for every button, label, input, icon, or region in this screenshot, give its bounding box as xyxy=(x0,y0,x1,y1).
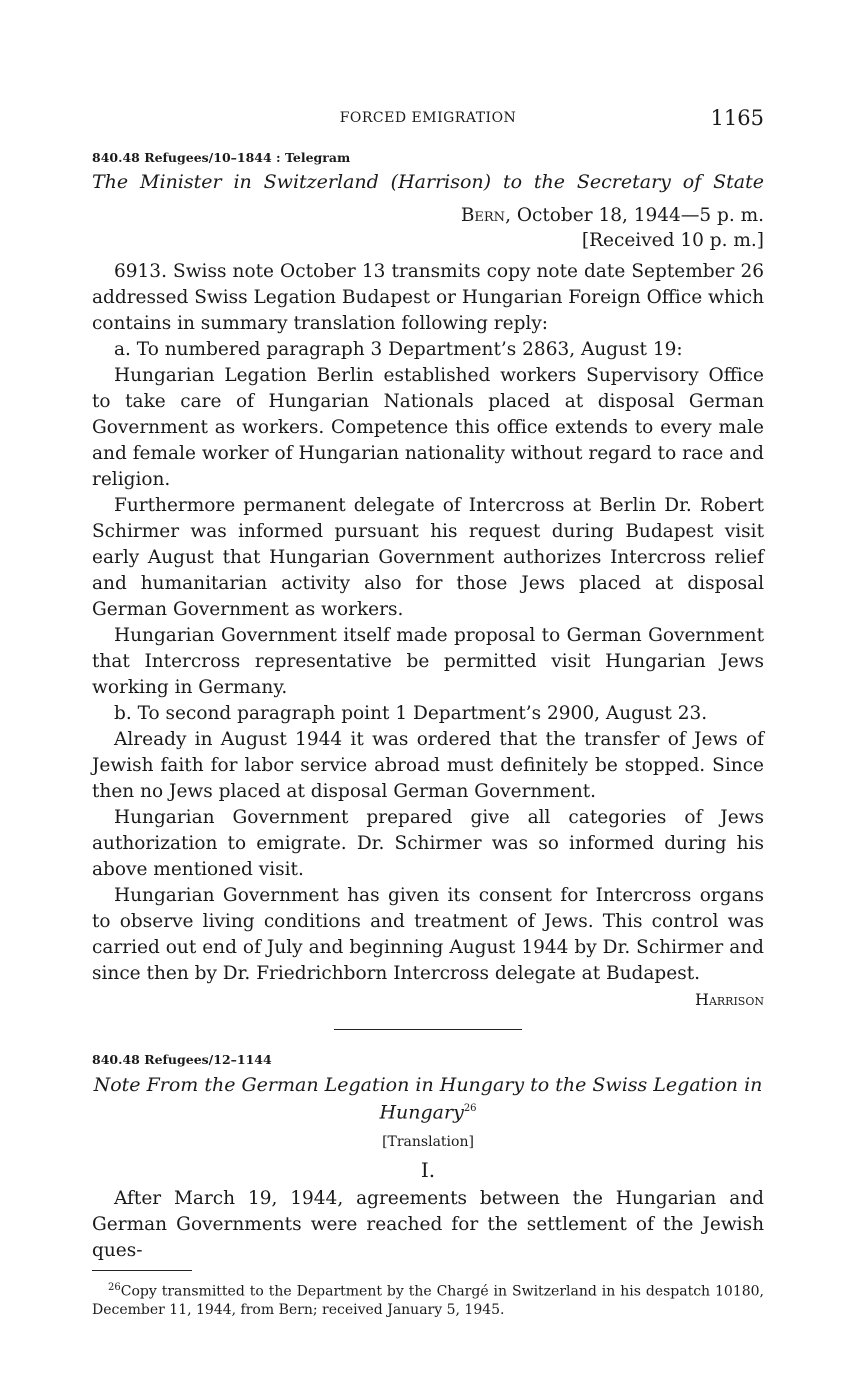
paragraph: Hungarian Legation Berlin established workers Supervisory Office to take care of Hungarian Nationals placed at disposal German Government as workers. Competence this office extends to every male and female worker of Hungarian nationality without regard to race and religion. xyxy=(92,365,764,490)
paragraph: Already in August 1944 it was ordered that the transfer of Jews of Jewish faith for labor service abroad must definitely be stopped. Since then no Jews placed at disposal German Government. xyxy=(92,729,764,802)
document-title xyxy=(92,1073,764,1124)
paragraph: a. To numbered paragraph 3 Department’s 2863, August 19: xyxy=(114,339,683,360)
running-head xyxy=(92,106,764,136)
file-reference: 840.48 Refugees/12–1144 xyxy=(92,1052,272,1067)
page-number: 1165 xyxy=(710,106,764,130)
paragraph: 6913. Swiss note October 13 transmits copy note date September 26 addressed Swiss Legation Budapest or Hungarian Foreign Office which contains in summary translation following reply: xyxy=(92,261,764,334)
translation-label: [Translation] xyxy=(382,1134,474,1151)
telegram-body xyxy=(92,259,764,987)
page xyxy=(92,106,764,1319)
footnote xyxy=(92,1279,764,1319)
paragraph: Hungarian Government prepared give all categories of Jews authorization to emigrate. Dr. Schirmer was so informed during his above mentioned visit. xyxy=(92,807,764,880)
document-title-text: Note From the German Legation in Hungary to the Swiss Legation in Hungary xyxy=(93,1074,763,1124)
footnote-rule xyxy=(92,1270,192,1271)
paragraph: Hungarian Government itself made proposal to German Government that Intercross representative be permitted visit Hungarian Jews working in Germany. xyxy=(92,625,764,698)
paragraph: Hungarian Government has given its consent for Intercross organs to observe living conditions and treatment of Jews. This control was carried out end of July and beginning August 1944 by Dr. Schirmer and since then by Dr. Friedrichborn Intercross delegate at Budapest. xyxy=(92,885,764,984)
signature: Harrison xyxy=(695,990,764,1009)
paragraph: Furthermore permanent delegate of Intercross at Berlin Dr. Robert Schirmer was informed pursuant his request during Budapest visit early August that Hungarian Government authorizes Intercross relief and humanitarian activity also for those Jews placed at disposal German Government as workers. xyxy=(92,495,764,620)
section-divider xyxy=(334,1029,522,1030)
footnote-text: Copy transmitted to the Department by the Chargé in Switzerland in his despatch 10180, December 11, 1944, from Bern; received January 5, 1945. xyxy=(92,1283,764,1318)
dateline xyxy=(92,203,764,253)
footnote-reference: 26 xyxy=(463,1103,477,1114)
received-line: [Received 10 p. m.] xyxy=(581,230,764,251)
dateline-place: Bern xyxy=(460,205,506,226)
section-numeral: I. xyxy=(420,1158,436,1183)
document-title: The Minister in Switzerland (Harrison) to the Secretary of State xyxy=(92,171,764,193)
footnote-mark: 26 xyxy=(108,1282,121,1294)
running-title: FORCED EMIGRATION xyxy=(339,110,517,126)
paragraph: After March 19, 1944, agreements between the Hungarian and German Governments were reached for the settlement of the Jewish ques- xyxy=(92,1188,764,1262)
file-reference: 840.48 Refugees/10–1844 : Telegram xyxy=(92,150,351,165)
dateline-date: , October 18, 1944—5 p. m. xyxy=(505,205,764,226)
paragraph: b. To second paragraph point 1 Department’s 2900, August 23. xyxy=(114,703,708,724)
